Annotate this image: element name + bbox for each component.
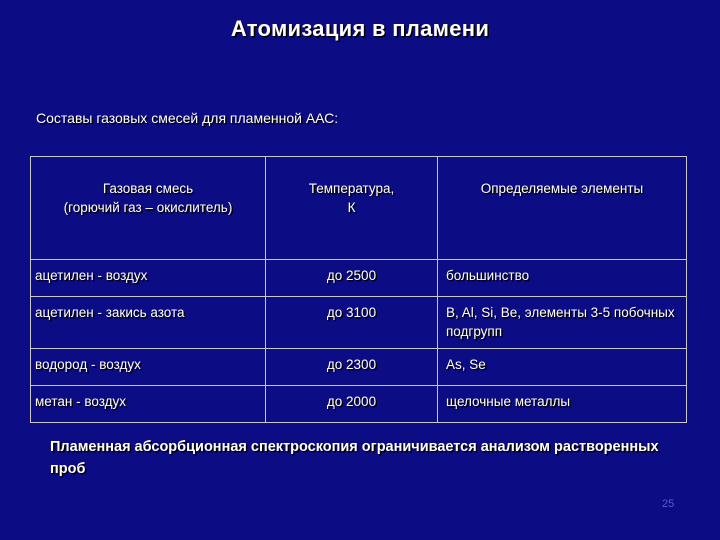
table-row <box>31 386 687 423</box>
cell-mixture: водород - воздух <box>31 349 266 386</box>
cell-elements: As, Se <box>438 349 687 386</box>
table-row <box>31 349 687 386</box>
cell-mixture: ацетилен - воздух <box>31 260 266 297</box>
page-number: 25 <box>662 498 675 510</box>
table-caption: Составы газовых смесей для пламенной ААС: <box>36 110 339 126</box>
header-cell-temperature <box>266 157 438 260</box>
header-cell-elements <box>438 157 687 260</box>
table-row <box>31 260 687 297</box>
header-cell-mixture <box>31 157 266 260</box>
table-row <box>31 297 687 349</box>
gas-mixtures-table <box>30 156 687 423</box>
header-temperature-line2: К <box>347 200 356 215</box>
cell-temperature: до 2300 <box>266 349 438 386</box>
cell-elements: B, Al, Si, Be, элементы 3-5 побочных подгрупп <box>438 297 687 349</box>
header-temperature-line1: Температура, <box>308 181 395 196</box>
header-elements-line1: Определяемые элементы <box>480 181 644 196</box>
header-mixture-line2: (горючий газ – окислитель) <box>63 200 233 215</box>
cell-temperature: до 3100 <box>266 297 438 349</box>
cell-elements: щелочные металлы <box>438 386 687 423</box>
footnote-text: Пламенная абсорбционная спектроскопия ограничивается анализом растворенных проб <box>50 439 659 477</box>
slide-title: Атомизация в пламени <box>230 16 490 41</box>
cell-temperature: до 2500 <box>266 260 438 297</box>
cell-elements: большинство <box>438 260 687 297</box>
cell-mixture: ацетилен - закись азота <box>31 297 266 349</box>
header-mixture-line1: Газовая смесь <box>102 181 194 196</box>
cell-mixture: метан - воздух <box>31 386 266 423</box>
cell-temperature: до 2000 <box>266 386 438 423</box>
table-header-row <box>31 157 687 260</box>
